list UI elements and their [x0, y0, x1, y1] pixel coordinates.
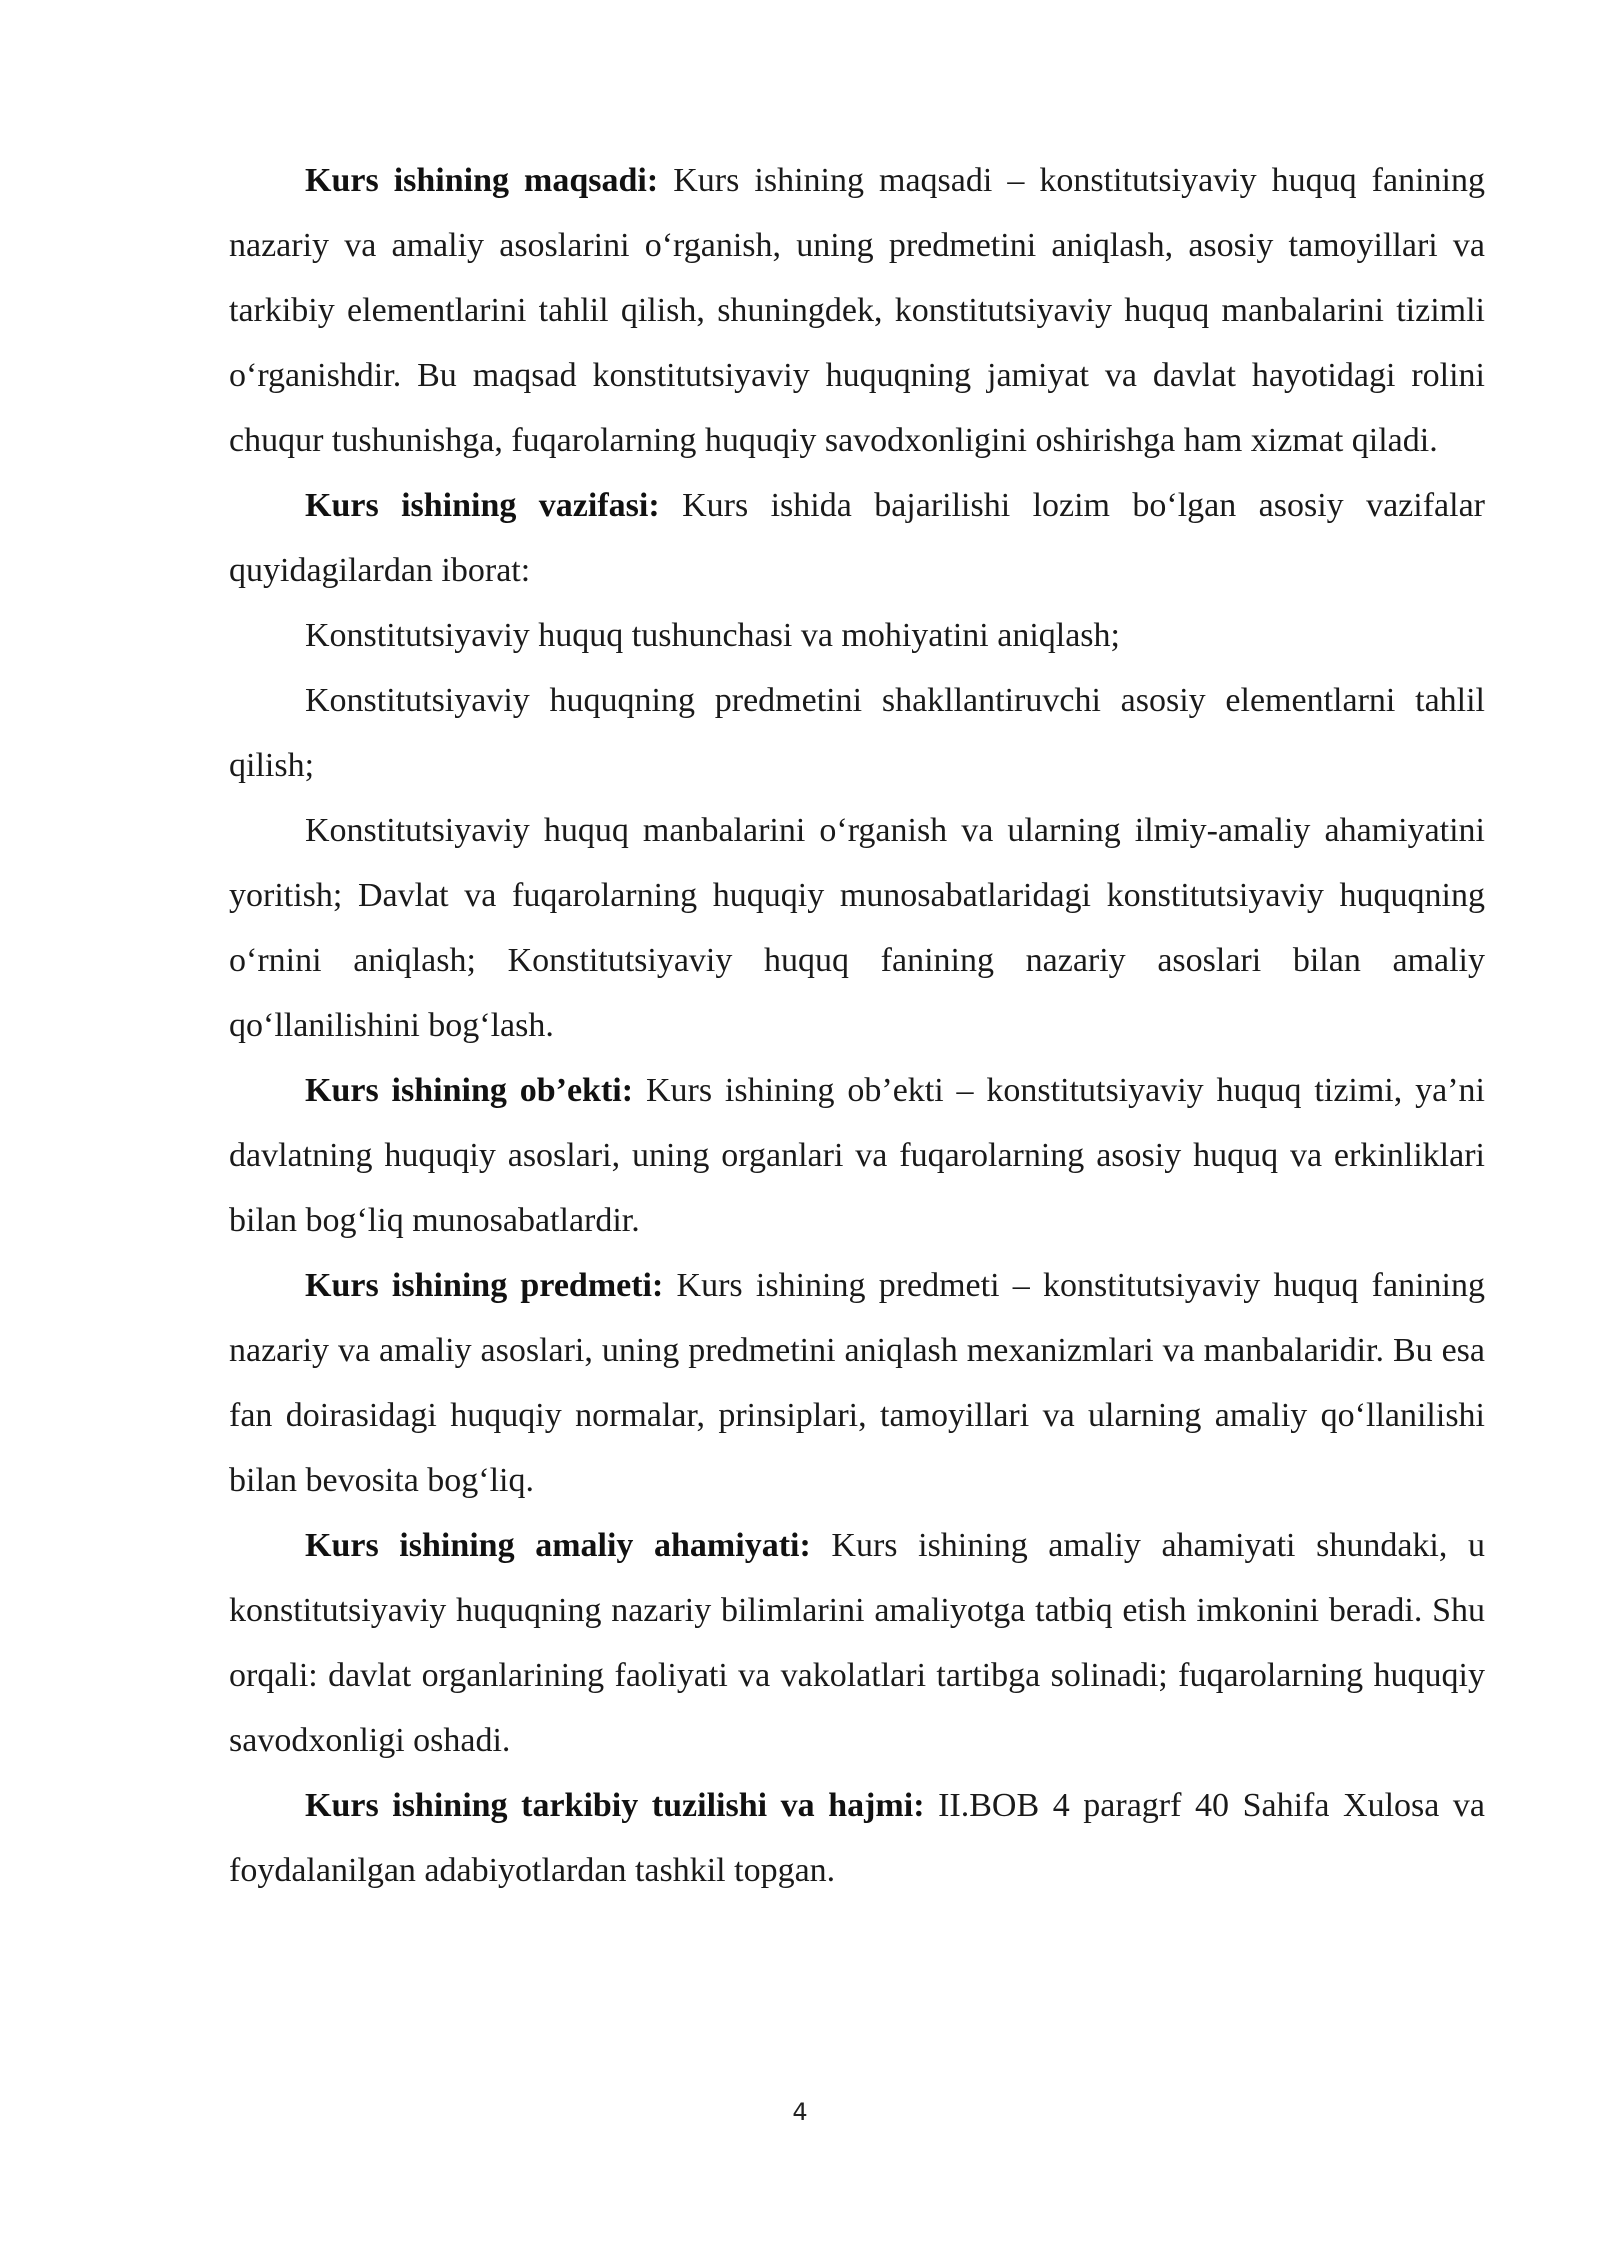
paragraph-subject: [229, 1253, 1485, 1513]
paragraph-text: Konstitutsiyaviy huquq tushunchasi va mohiyatini aniqlash;: [305, 617, 1120, 654]
paragraph-text: II.BOB 4 paragrf 40 Sahifa Xulosa va foydalanilgan adabiyotlardan tashkil topgan.: [229, 1787, 1485, 1889]
task-item: [229, 668, 1485, 798]
paragraph-heading: Kurs ishining ob’ekti:: [305, 1072, 634, 1109]
paragraph-heading: Kurs ishining maqsadi:: [305, 162, 659, 199]
paragraph-text: Kurs ishida bajarilishi lozim bo‘lgan asosiy vazifalar quyidagilardan iborat:: [229, 487, 1485, 589]
task-item: [229, 798, 1485, 1058]
paragraph-text: Konstitutsiyaviy huquqning predmetini shakllantiruvchi asosiy elementlarni tahlil qilish;: [229, 682, 1485, 784]
page-number: 4: [792, 2098, 808, 2126]
paragraph-heading: Kurs ishining amaliy ahamiyati:: [305, 1527, 811, 1564]
paragraph-text: Kurs ishining maqsadi – konstitutsiyaviy huquq fanining nazariy va amaliy asoslarini o‘rganish, uning predmetini aniqlash, asosiy tamoyillari va tarkibiy elementlarini tahlil qilish, shuningdek, konstitutsiyaviy huquq manbalarini tizimli o‘rganishdir. Bu maqsad konstitutsiyaviy huquqning jamiyat va davlat hayotidagi rolini chuqur tushunishga, fuqarolarning huquqiy savodxonligini oshirishga ham xizmat qiladi.: [229, 162, 1485, 459]
paragraph-text: Kurs ishining predmeti – konstitutsiyaviy huquq fanining nazariy va amaliy asoslari, uning predmetini aniqlash mexanizmlari va manbalaridir. Bu esa fan doirasidagi huquqiy normalar, prinsiplari, tamoyillari va ularning amaliy qo‘llanilishi bilan bevosita bog‘liq.: [229, 1267, 1485, 1499]
paragraph-text: Konstitutsiyaviy huquq manbalarini o‘rganish va ularning ilmiy-amaliy ahamiyatini yoritish; Davlat va fuqarolarning huquqiy munosabatlaridagi konstitutsiyaviy huquqning o‘rnini aniqlash; Konstitutsiyaviy huquq fanining nazariy asoslari bilan amaliy qo‘llanilishini bog‘lash.: [229, 812, 1485, 1044]
paragraph-tasks: [229, 473, 1485, 603]
body-text: [229, 148, 1485, 1903]
paragraph-goal: [229, 148, 1485, 473]
paragraph-object: [229, 1058, 1485, 1253]
task-item: [229, 603, 1485, 668]
paragraph-text: Kurs ishining amaliy ahamiyati shundaki, u konstitutsiyaviy huquqning nazariy bilimlarini amaliyotga tatbiq etish imkonini beradi. Shu orqali: davlat organlarining faoliyati va vakolatlari tartibga solinadi; fuqarolarning huquqiy savodxonligi oshadi.: [229, 1527, 1485, 1759]
paragraph-heading: Kurs ishining tarkibiy tuzilishi va hajmi:: [305, 1787, 925, 1824]
paragraph-significance: [229, 1513, 1485, 1773]
paragraph-structure: [229, 1773, 1485, 1903]
paragraph-text: Kurs ishining ob’ekti – konstitutsiyaviy huquq tizimi, ya’ni davlatning huquqiy asoslari, uning organlari va fuqarolarning asosiy huquq va erkinliklari bilan bog‘liq munosabatlardir.: [229, 1072, 1485, 1239]
paragraph-heading: Kurs ishining predmeti:: [305, 1267, 664, 1304]
paragraph-heading: Kurs ishining vazifasi:: [305, 487, 660, 524]
